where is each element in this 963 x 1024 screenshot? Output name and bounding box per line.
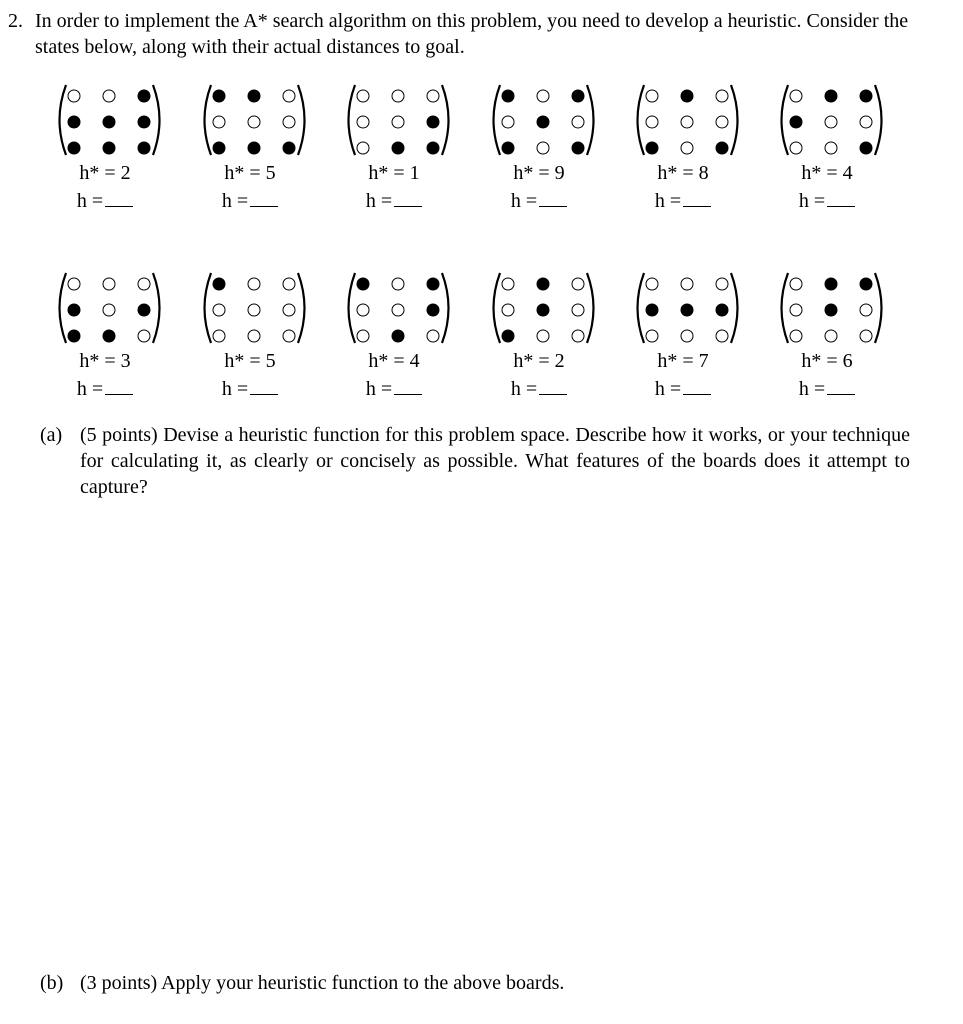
empty-dot xyxy=(860,304,872,316)
empty-dot xyxy=(537,330,549,342)
matrix-left-bracket xyxy=(205,85,212,155)
h-prefix: h = xyxy=(76,378,104,400)
h-answer-line xyxy=(341,378,447,400)
empty-dot xyxy=(716,330,728,342)
empty-dot xyxy=(825,142,837,154)
hstar-number: 5 xyxy=(265,350,276,372)
h-prefix: h = xyxy=(798,378,826,400)
filled-dot xyxy=(681,304,694,317)
hstar-number: 7 xyxy=(698,350,709,372)
board-r2-2 xyxy=(197,270,327,405)
hstar-prefix: h* = xyxy=(79,162,121,184)
filled-dot xyxy=(860,90,873,103)
empty-dot xyxy=(283,330,295,342)
h-answer-line xyxy=(197,190,303,212)
h-answer-blank[interactable] xyxy=(539,380,567,395)
empty-dot xyxy=(790,142,802,154)
board-r2-6 xyxy=(774,270,904,405)
hstar-value xyxy=(486,350,592,372)
filled-dot xyxy=(392,142,405,155)
filled-dot xyxy=(646,142,659,155)
h-answer-blank[interactable] xyxy=(683,192,711,207)
empty-dot xyxy=(392,116,404,128)
matrix-left-bracket xyxy=(494,85,501,155)
empty-dot xyxy=(248,278,260,290)
h-prefix: h = xyxy=(654,378,682,400)
h-prefix: h = xyxy=(221,190,249,212)
board-matrix xyxy=(630,270,750,350)
part-b-label: (b) xyxy=(40,972,64,994)
hstar-prefix: h* = xyxy=(801,350,843,372)
hstar-prefix: h* = xyxy=(224,162,266,184)
filled-dot xyxy=(427,304,440,317)
filled-dot xyxy=(213,278,226,291)
h-prefix: h = xyxy=(798,190,826,212)
filled-dot xyxy=(716,304,729,317)
filled-dot xyxy=(716,142,729,155)
h-answer-line xyxy=(52,190,158,212)
board-matrix xyxy=(486,82,606,162)
h-answer-line xyxy=(486,378,592,400)
h-answer-blank[interactable] xyxy=(105,380,133,395)
hstar-value xyxy=(630,350,736,372)
board-r2-5 xyxy=(630,270,760,405)
board-r2-1 xyxy=(52,270,182,405)
board-matrix xyxy=(774,82,894,162)
empty-dot xyxy=(103,90,115,102)
hstar-value xyxy=(486,162,592,184)
matrix-left-bracket xyxy=(638,85,645,155)
matrix-right-bracket xyxy=(875,85,882,155)
empty-dot xyxy=(213,304,225,316)
hstar-value xyxy=(52,162,158,184)
empty-dot xyxy=(681,142,693,154)
matrix-left-bracket xyxy=(205,273,212,343)
h-answer-blank[interactable] xyxy=(394,380,422,395)
hstar-prefix: h* = xyxy=(368,162,410,184)
filled-dot xyxy=(572,90,585,103)
filled-dot xyxy=(103,330,116,343)
h-answer-line xyxy=(341,190,447,212)
matrix-right-bracket xyxy=(587,85,594,155)
empty-dot xyxy=(646,330,658,342)
empty-dot xyxy=(248,304,260,316)
part-a-label: (a) xyxy=(40,424,63,446)
board-r1-2 xyxy=(197,82,327,217)
h-prefix: h = xyxy=(510,378,538,400)
empty-dot xyxy=(646,90,658,102)
board-r2-4 xyxy=(486,270,616,405)
board-matrix xyxy=(486,270,606,350)
empty-dot xyxy=(392,90,404,102)
h-answer-line xyxy=(52,378,158,400)
hstar-prefix: h* = xyxy=(657,162,699,184)
hstar-number: 2 xyxy=(554,350,565,372)
hstar-value xyxy=(630,162,736,184)
h-answer-line xyxy=(630,378,736,400)
h-answer-blank[interactable] xyxy=(394,192,422,207)
h-answer-blank[interactable] xyxy=(250,192,278,207)
empty-dot xyxy=(790,278,802,290)
empty-dot xyxy=(213,116,225,128)
matrix-left-bracket xyxy=(60,85,67,155)
filled-dot xyxy=(502,90,515,103)
empty-dot xyxy=(860,116,872,128)
hstar-number: 8 xyxy=(698,162,709,184)
filled-dot xyxy=(537,278,550,291)
hstar-prefix: h* = xyxy=(224,350,266,372)
filled-dot xyxy=(138,90,151,103)
empty-dot xyxy=(681,330,693,342)
hstar-value xyxy=(341,350,447,372)
hstar-value xyxy=(197,162,303,184)
empty-dot xyxy=(283,90,295,102)
filled-dot xyxy=(357,278,370,291)
empty-dot xyxy=(572,304,584,316)
matrix-right-bracket xyxy=(731,85,738,155)
empty-dot xyxy=(283,304,295,316)
matrix-right-bracket xyxy=(442,85,449,155)
h-prefix: h = xyxy=(365,190,393,212)
board-matrix xyxy=(52,270,172,350)
empty-dot xyxy=(681,278,693,290)
matrix-right-bracket xyxy=(442,273,449,343)
empty-dot xyxy=(860,330,872,342)
hstar-number: 9 xyxy=(554,162,565,184)
filled-dot xyxy=(103,142,116,155)
board-r1-1 xyxy=(52,82,182,217)
filled-dot xyxy=(825,90,838,103)
part-a-text: (5 points) Devise a heuristic function for this problem space. Describe how it works, or your technique for calculating it, as clearly or concisely as possible. What features of the boards does it attempt to capture? xyxy=(80,424,910,498)
empty-dot xyxy=(502,116,514,128)
empty-dot xyxy=(213,330,225,342)
part-b-text: (3 points) Apply your heuristic function to the above boards. xyxy=(80,972,565,994)
filled-dot xyxy=(248,90,261,103)
h-answer-blank[interactable] xyxy=(539,192,567,207)
matrix-left-bracket xyxy=(494,273,501,343)
empty-dot xyxy=(357,116,369,128)
filled-dot xyxy=(213,142,226,155)
filled-dot xyxy=(138,116,151,129)
filled-dot xyxy=(825,278,838,291)
filled-dot xyxy=(860,278,873,291)
hstar-value xyxy=(774,350,880,372)
empty-dot xyxy=(103,304,115,316)
hstar-number: 1 xyxy=(409,162,420,184)
h-answer-line xyxy=(630,190,736,212)
empty-dot xyxy=(427,90,439,102)
filled-dot xyxy=(646,304,659,317)
empty-dot xyxy=(357,142,369,154)
matrix-left-bracket xyxy=(782,273,789,343)
empty-dot xyxy=(572,116,584,128)
matrix-right-bracket xyxy=(587,273,594,343)
board-r1-6 xyxy=(774,82,904,217)
empty-dot xyxy=(502,304,514,316)
empty-dot xyxy=(716,90,728,102)
empty-dot xyxy=(646,116,658,128)
matrix-right-bracket xyxy=(875,273,882,343)
hstar-prefix: h* = xyxy=(79,350,121,372)
matrix-right-bracket xyxy=(298,273,305,343)
filled-dot xyxy=(138,142,151,155)
h-answer-blank[interactable] xyxy=(250,380,278,395)
matrix-left-bracket xyxy=(782,85,789,155)
empty-dot xyxy=(248,330,260,342)
hstar-value xyxy=(774,162,880,184)
board-matrix xyxy=(197,270,317,350)
filled-dot xyxy=(392,330,405,343)
empty-dot xyxy=(572,278,584,290)
h-prefix: h = xyxy=(654,190,682,212)
board-matrix xyxy=(341,82,461,162)
empty-dot xyxy=(790,330,802,342)
filled-dot xyxy=(572,142,585,155)
filled-dot xyxy=(68,116,81,129)
empty-dot xyxy=(283,278,295,290)
filled-dot xyxy=(825,304,838,317)
filled-dot xyxy=(68,142,81,155)
filled-dot xyxy=(213,90,226,103)
hstar-prefix: h* = xyxy=(368,350,410,372)
filled-dot xyxy=(427,116,440,129)
board-matrix xyxy=(630,82,750,162)
filled-dot xyxy=(537,116,550,129)
empty-dot xyxy=(646,278,658,290)
hstar-number: 3 xyxy=(120,350,131,372)
h-answer-line xyxy=(774,378,880,400)
matrix-left-bracket xyxy=(638,273,645,343)
empty-dot xyxy=(357,330,369,342)
hstar-value xyxy=(341,162,447,184)
empty-dot xyxy=(392,278,404,290)
matrix-left-bracket xyxy=(60,273,67,343)
filled-dot xyxy=(68,304,81,317)
filled-dot xyxy=(248,142,261,155)
h-answer-blank[interactable] xyxy=(105,192,133,207)
hstar-prefix: h* = xyxy=(657,350,699,372)
question-number: 2. xyxy=(8,10,23,32)
hstar-number: 4 xyxy=(409,350,420,372)
hstar-number: 5 xyxy=(265,162,276,184)
hstar-prefix: h* = xyxy=(801,162,843,184)
filled-dot xyxy=(427,278,440,291)
hstar-number: 2 xyxy=(120,162,131,184)
empty-dot xyxy=(790,304,802,316)
empty-dot xyxy=(68,278,80,290)
hstar-value xyxy=(197,350,303,372)
board-matrix xyxy=(52,82,172,162)
filled-dot xyxy=(138,304,151,317)
h-answer-blank[interactable] xyxy=(827,380,855,395)
empty-dot xyxy=(825,116,837,128)
empty-dot xyxy=(681,116,693,128)
filled-dot xyxy=(68,330,81,343)
h-answer-blank[interactable] xyxy=(683,380,711,395)
board-r1-5 xyxy=(630,82,760,217)
matrix-right-bracket xyxy=(153,273,160,343)
matrix-right-bracket xyxy=(731,273,738,343)
filled-dot xyxy=(283,142,296,155)
empty-dot xyxy=(357,90,369,102)
h-answer-blank[interactable] xyxy=(827,192,855,207)
empty-dot xyxy=(537,90,549,102)
filled-dot xyxy=(537,304,550,317)
empty-dot xyxy=(427,330,439,342)
empty-dot xyxy=(502,278,514,290)
board-r1-3 xyxy=(341,82,471,217)
filled-dot xyxy=(502,142,515,155)
h-answer-line xyxy=(197,378,303,400)
hstar-value xyxy=(52,350,158,372)
h-prefix: h = xyxy=(76,190,104,212)
matrix-left-bracket xyxy=(349,273,356,343)
empty-dot xyxy=(825,330,837,342)
empty-dot xyxy=(283,116,295,128)
filled-dot xyxy=(502,330,515,343)
filled-dot xyxy=(427,142,440,155)
empty-dot xyxy=(716,278,728,290)
empty-dot xyxy=(103,278,115,290)
empty-dot xyxy=(357,304,369,316)
filled-dot xyxy=(790,116,803,129)
h-answer-line xyxy=(486,190,592,212)
hstar-number: 4 xyxy=(842,162,853,184)
empty-dot xyxy=(392,304,404,316)
empty-dot xyxy=(572,330,584,342)
question-text: In order to implement the A* search algorithm on this problem, you need to develop a heuristic. Consider the states below, along with their actual distances to goal. xyxy=(35,10,909,58)
h-prefix: h = xyxy=(221,378,249,400)
answer-space-a[interactable] xyxy=(40,510,910,950)
hstar-prefix: h* = xyxy=(513,162,555,184)
empty-dot xyxy=(248,116,260,128)
empty-dot xyxy=(716,116,728,128)
matrix-right-bracket xyxy=(153,85,160,155)
board-matrix xyxy=(341,270,461,350)
hstar-prefix: h* = xyxy=(513,350,555,372)
board-r1-4 xyxy=(486,82,616,217)
empty-dot xyxy=(138,330,150,342)
board-r2-3 xyxy=(341,270,471,405)
matrix-left-bracket xyxy=(349,85,356,155)
hstar-number: 6 xyxy=(842,350,853,372)
h-answer-line xyxy=(774,190,880,212)
h-prefix: h = xyxy=(510,190,538,212)
empty-dot xyxy=(790,90,802,102)
filled-dot xyxy=(681,90,694,103)
empty-dot xyxy=(138,278,150,290)
matrix-right-bracket xyxy=(298,85,305,155)
filled-dot xyxy=(860,142,873,155)
filled-dot xyxy=(103,116,116,129)
board-matrix xyxy=(197,82,317,162)
empty-dot xyxy=(68,90,80,102)
h-prefix: h = xyxy=(365,378,393,400)
empty-dot xyxy=(537,142,549,154)
board-matrix xyxy=(774,270,894,350)
